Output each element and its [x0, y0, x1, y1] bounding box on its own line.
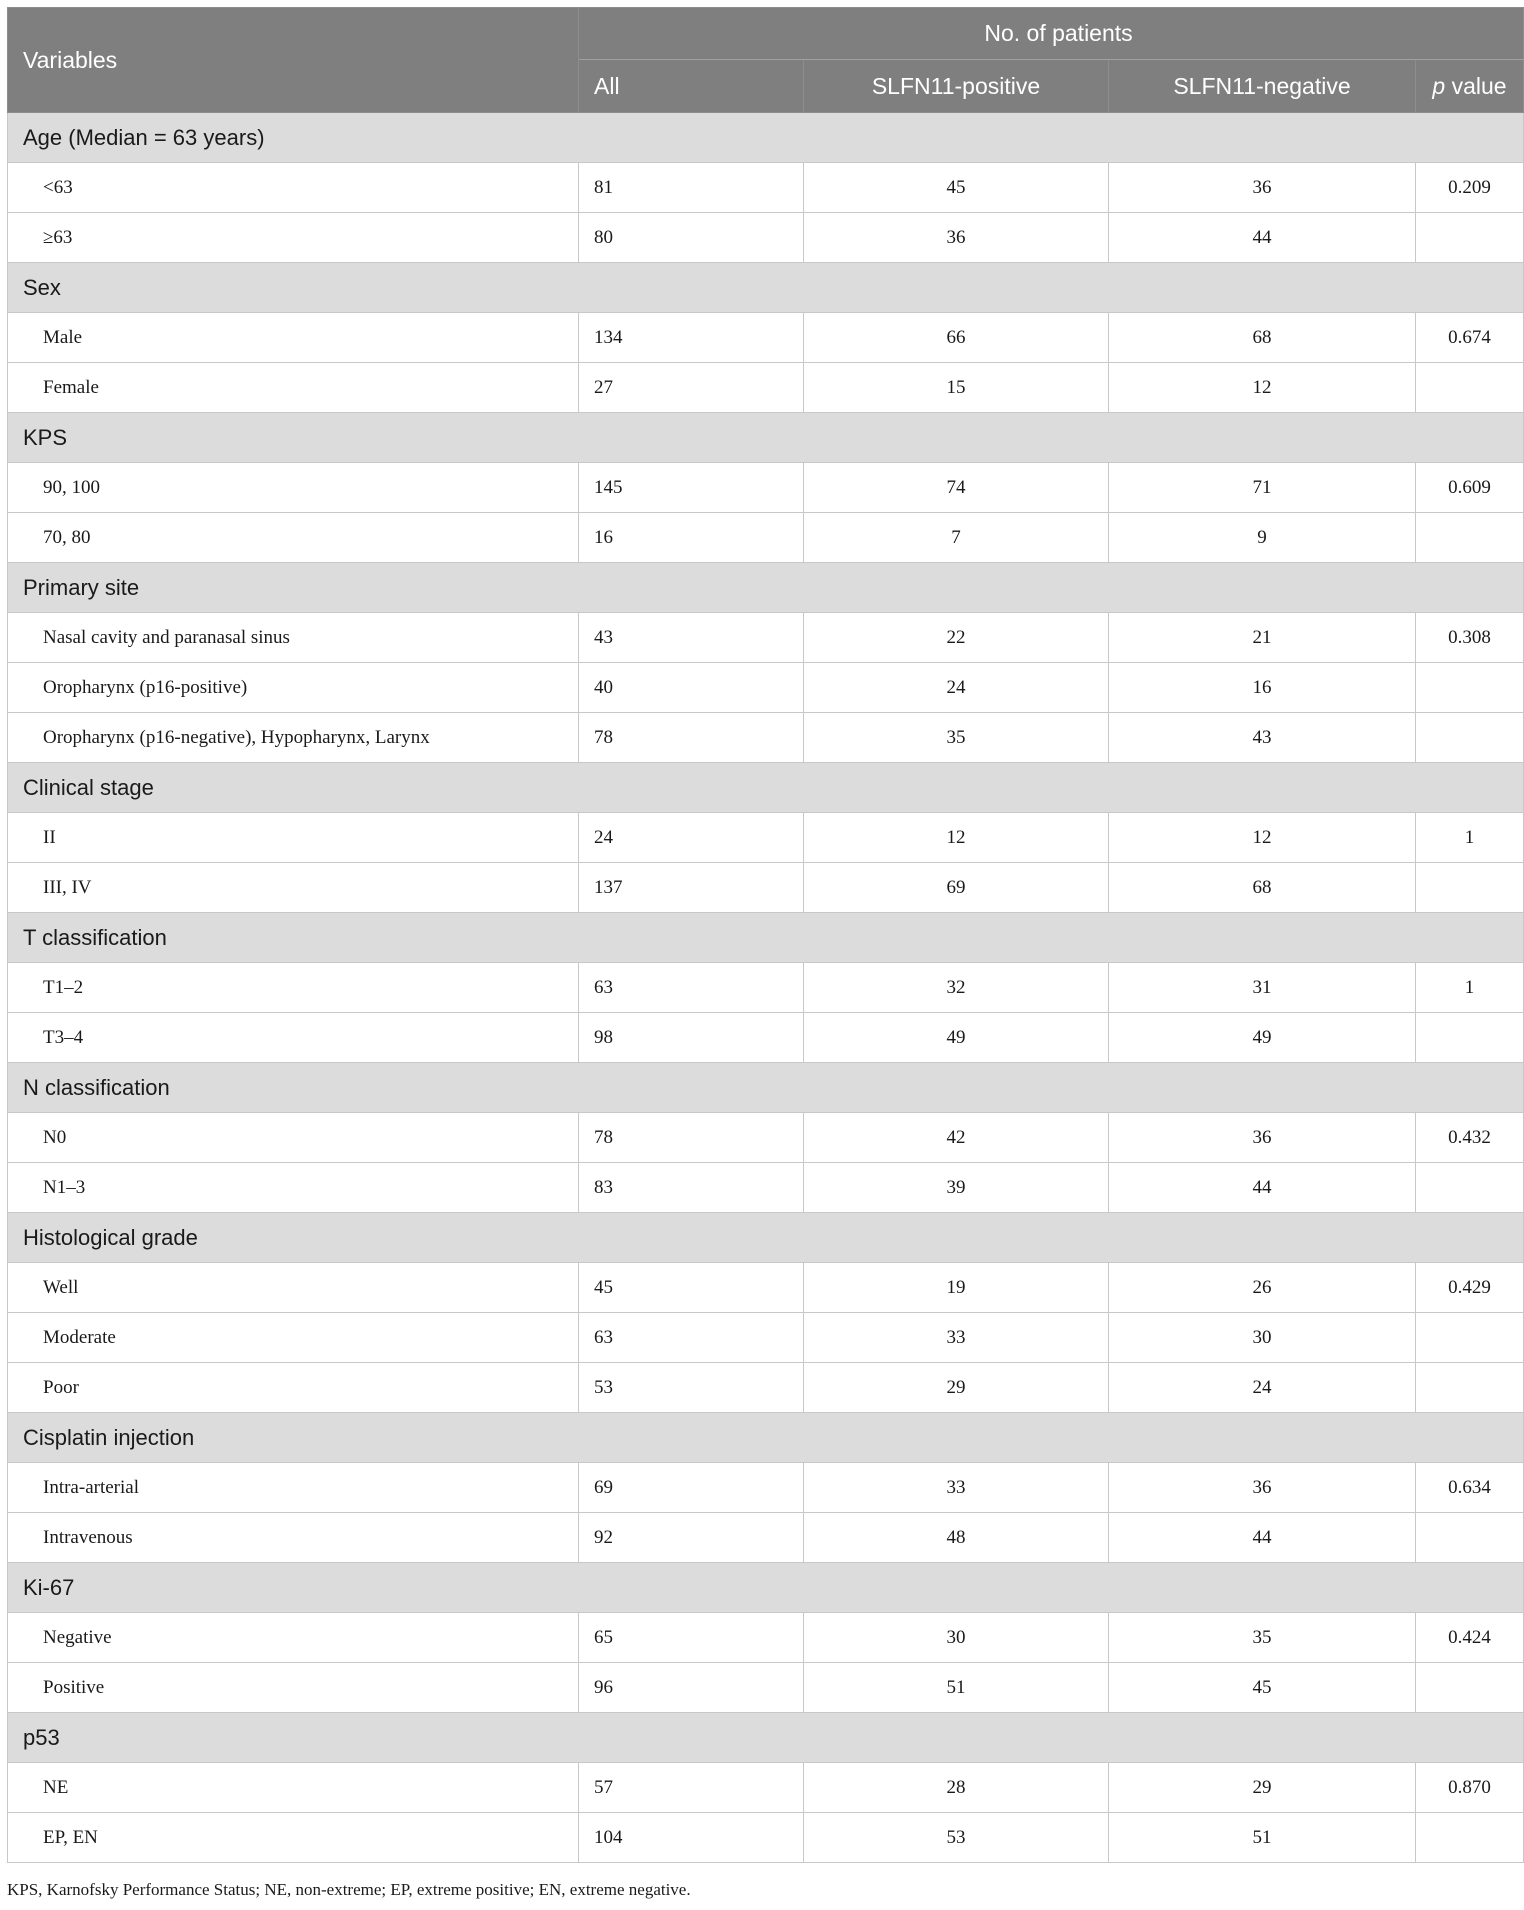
- row-label: N0: [8, 1113, 579, 1163]
- slfn11-positive-count: 33: [804, 1313, 1109, 1363]
- table-row: [8, 1013, 1524, 1063]
- slfn11-positive-count: 39: [804, 1163, 1109, 1213]
- table-row: [8, 1263, 1524, 1313]
- slfn11-negative-count: 36: [1109, 163, 1416, 213]
- row-label: Positive: [8, 1663, 579, 1713]
- slfn11-negative-count: 31: [1109, 963, 1416, 1013]
- all-count: 92: [579, 1513, 804, 1563]
- all-count: 96: [579, 1663, 804, 1713]
- row-label: Intra-arterial: [8, 1463, 579, 1513]
- p-value: 0.634: [1416, 1463, 1524, 1513]
- all-count: 98: [579, 1013, 804, 1063]
- row-label: NE: [8, 1763, 579, 1813]
- row-label: Oropharynx (p16-negative), Hypopharynx, Larynx: [8, 713, 579, 763]
- all-count: 63: [579, 963, 804, 1013]
- p-value: [1416, 1313, 1524, 1363]
- table-row: [8, 963, 1524, 1013]
- all-count: 63: [579, 1313, 804, 1363]
- table-row: [8, 1513, 1524, 1563]
- slfn11-negative-count: 68: [1109, 313, 1416, 363]
- table-row: [8, 1813, 1524, 1863]
- slfn11-positive-count: 42: [804, 1113, 1109, 1163]
- row-label: N1–3: [8, 1163, 579, 1213]
- table-row: [8, 513, 1524, 563]
- slfn11-positive-count: 35: [804, 713, 1109, 763]
- all-count: 57: [579, 1763, 804, 1813]
- p-value: 1: [1416, 963, 1524, 1013]
- group-title: KPS: [8, 413, 1524, 463]
- p-value: [1416, 1813, 1524, 1863]
- p-value: 0.674: [1416, 313, 1524, 363]
- p-value-rest: value: [1445, 72, 1507, 99]
- group-row: [8, 1413, 1524, 1463]
- group-title: T classification: [8, 913, 1524, 963]
- p-value: [1416, 1663, 1524, 1713]
- row-label: Nasal cavity and paranasal sinus: [8, 613, 579, 663]
- p-value: 0.209: [1416, 163, 1524, 213]
- slfn11-negative-count: 16: [1109, 663, 1416, 713]
- slfn11-negative-count: 68: [1109, 863, 1416, 913]
- group-title: Cisplatin injection: [8, 1413, 1524, 1463]
- slfn11-positive-count: 30: [804, 1613, 1109, 1663]
- table-row: [8, 1613, 1524, 1663]
- p-value: [1416, 1163, 1524, 1213]
- all-count: 104: [579, 1813, 804, 1863]
- slfn11-negative-count: 44: [1109, 213, 1416, 263]
- slfn11-negative-count: 35: [1109, 1613, 1416, 1663]
- p-italic: p: [1432, 72, 1446, 99]
- slfn11-positive-count: 51: [804, 1663, 1109, 1713]
- row-label: Well: [8, 1263, 579, 1313]
- row-label: Intravenous: [8, 1513, 579, 1563]
- slfn11-positive-count: 19: [804, 1263, 1109, 1313]
- group-row: [8, 1563, 1524, 1613]
- group-row: [8, 413, 1524, 463]
- slfn11-negative-count: 12: [1109, 813, 1416, 863]
- table-row: [8, 213, 1524, 263]
- table-row: [8, 1163, 1524, 1213]
- group-title: Ki-67: [8, 1563, 1524, 1613]
- all-count: 134: [579, 313, 804, 363]
- group-title: Age (Median = 63 years): [8, 113, 1524, 163]
- row-label: III, IV: [8, 863, 579, 913]
- row-label: Negative: [8, 1613, 579, 1663]
- table-row: [8, 1463, 1524, 1513]
- table-row: [8, 1763, 1524, 1813]
- slfn11-positive-count: 32: [804, 963, 1109, 1013]
- group-row: [8, 563, 1524, 613]
- slfn11-negative-count: 36: [1109, 1113, 1416, 1163]
- p-value: [1416, 513, 1524, 563]
- slfn11-positive-count: 49: [804, 1013, 1109, 1063]
- row-label: Male: [8, 313, 579, 363]
- group-title: p53: [8, 1713, 1524, 1763]
- all-count: 45: [579, 1263, 804, 1313]
- p-value: 0.432: [1416, 1113, 1524, 1163]
- table-row: [8, 663, 1524, 713]
- slfn11-negative-count: 71: [1109, 463, 1416, 513]
- row-label: EP, EN: [8, 1813, 579, 1863]
- slfn11-negative-count: 51: [1109, 1813, 1416, 1863]
- slfn11-negative-count: 45: [1109, 1663, 1416, 1713]
- table-row: [8, 613, 1524, 663]
- slfn11-negative-count: 44: [1109, 1163, 1416, 1213]
- all-count: 78: [579, 713, 804, 763]
- all-count: 65: [579, 1613, 804, 1663]
- slfn11-positive-count: 7: [804, 513, 1109, 563]
- slfn11-positive-count: 24: [804, 663, 1109, 713]
- table-row: [8, 813, 1524, 863]
- slfn11-positive-count: 28: [804, 1763, 1109, 1813]
- group-row: [8, 1213, 1524, 1263]
- patients-group-header: No. of patients: [579, 8, 1524, 60]
- table-row: [8, 463, 1524, 513]
- patient-characteristics-table-container: [7, 7, 1507, 1863]
- group-row: [8, 1713, 1524, 1763]
- all-count: 40: [579, 663, 804, 713]
- row-label: Moderate: [8, 1313, 579, 1363]
- p-value: 1: [1416, 813, 1524, 863]
- all-count: 80: [579, 213, 804, 263]
- all-count: 78: [579, 1113, 804, 1163]
- table-row: [8, 1363, 1524, 1413]
- group-row: [8, 263, 1524, 313]
- row-label: ≥63: [8, 213, 579, 263]
- row-label: T1–2: [8, 963, 579, 1013]
- all-count: 27: [579, 363, 804, 413]
- all-count: 53: [579, 1363, 804, 1413]
- slfn11-positive-count: 33: [804, 1463, 1109, 1513]
- p-value: 0.308: [1416, 613, 1524, 663]
- table-row: [8, 363, 1524, 413]
- all-count: 69: [579, 1463, 804, 1513]
- table-row: [8, 713, 1524, 763]
- variables-header: Variables: [8, 8, 579, 113]
- table-footnote: KPS, Karnofsky Performance Status; NE, non-extreme; EP, extreme positive; EN, extreme negative.: [7, 1880, 691, 1899]
- slfn11-negative-count: 24: [1109, 1363, 1416, 1413]
- p-value: [1416, 213, 1524, 263]
- table-row: [8, 863, 1524, 913]
- slfn11-positive-count: 69: [804, 863, 1109, 913]
- p-value: 0.429: [1416, 1263, 1524, 1313]
- slfn11-positive-count: 22: [804, 613, 1109, 663]
- slfn11-negative-count: 49: [1109, 1013, 1416, 1063]
- group-row: [8, 113, 1524, 163]
- group-title: Primary site: [8, 563, 1524, 613]
- slfn11-positive-count: 15: [804, 363, 1109, 413]
- p-value: 0.870: [1416, 1763, 1524, 1813]
- table-header: [8, 8, 1524, 113]
- slfn11-positive-count: 48: [804, 1513, 1109, 1563]
- slfn11-negative-count: 9: [1109, 513, 1416, 563]
- slfn11-positive-column-header: SLFN11-positive: [804, 60, 1109, 113]
- slfn11-positive-count: 12: [804, 813, 1109, 863]
- row-label: Oropharynx (p16-positive): [8, 663, 579, 713]
- table-row: [8, 1113, 1524, 1163]
- table-body: [8, 113, 1524, 1863]
- row-label: Poor: [8, 1363, 579, 1413]
- p-value: 0.424: [1416, 1613, 1524, 1663]
- p-value: [1416, 1363, 1524, 1413]
- p-value: [1416, 363, 1524, 413]
- slfn11-negative-count: 44: [1109, 1513, 1416, 1563]
- slfn11-negative-count: 36: [1109, 1463, 1416, 1513]
- p-value: [1416, 1013, 1524, 1063]
- all-count: 43: [579, 613, 804, 663]
- group-title: Clinical stage: [8, 763, 1524, 813]
- row-label: II: [8, 813, 579, 863]
- group-title: Histological grade: [8, 1213, 1524, 1263]
- group-row: [8, 913, 1524, 963]
- all-count: 137: [579, 863, 804, 913]
- p-value-column-header: [1416, 60, 1524, 113]
- p-value: [1416, 713, 1524, 763]
- p-value: 0.609: [1416, 463, 1524, 513]
- p-value: [1416, 663, 1524, 713]
- row-label: T3–4: [8, 1013, 579, 1063]
- patient-characteristics-table: [7, 7, 1524, 1863]
- slfn11-negative-count: 29: [1109, 1763, 1416, 1813]
- slfn11-negative-count: 21: [1109, 613, 1416, 663]
- slfn11-positive-count: 36: [804, 213, 1109, 263]
- all-count: 81: [579, 163, 804, 213]
- slfn11-negative-count: 26: [1109, 1263, 1416, 1313]
- slfn11-positive-count: 29: [804, 1363, 1109, 1413]
- all-column-header: All: [579, 60, 804, 113]
- table-row: [8, 163, 1524, 213]
- slfn11-positive-count: 45: [804, 163, 1109, 213]
- table-row: [8, 1313, 1524, 1363]
- slfn11-positive-count: 53: [804, 1813, 1109, 1863]
- group-title: N classification: [8, 1063, 1524, 1113]
- slfn11-negative-count: 43: [1109, 713, 1416, 763]
- slfn11-positive-count: 74: [804, 463, 1109, 513]
- all-count: 24: [579, 813, 804, 863]
- all-count: 145: [579, 463, 804, 513]
- group-row: [8, 763, 1524, 813]
- all-count: 83: [579, 1163, 804, 1213]
- p-value: [1416, 1513, 1524, 1563]
- slfn11-negative-count: 12: [1109, 363, 1416, 413]
- slfn11-positive-count: 66: [804, 313, 1109, 363]
- slfn11-negative-column-header: SLFN11-negative: [1109, 60, 1416, 113]
- all-count: 16: [579, 513, 804, 563]
- row-label: <63: [8, 163, 579, 213]
- row-label: Female: [8, 363, 579, 413]
- table-row: [8, 313, 1524, 363]
- table-row: [8, 1663, 1524, 1713]
- p-value: [1416, 863, 1524, 913]
- row-label: 90, 100: [8, 463, 579, 513]
- group-title: Sex: [8, 263, 1524, 313]
- group-row: [8, 1063, 1524, 1113]
- row-label: 70, 80: [8, 513, 579, 563]
- slfn11-negative-count: 30: [1109, 1313, 1416, 1363]
